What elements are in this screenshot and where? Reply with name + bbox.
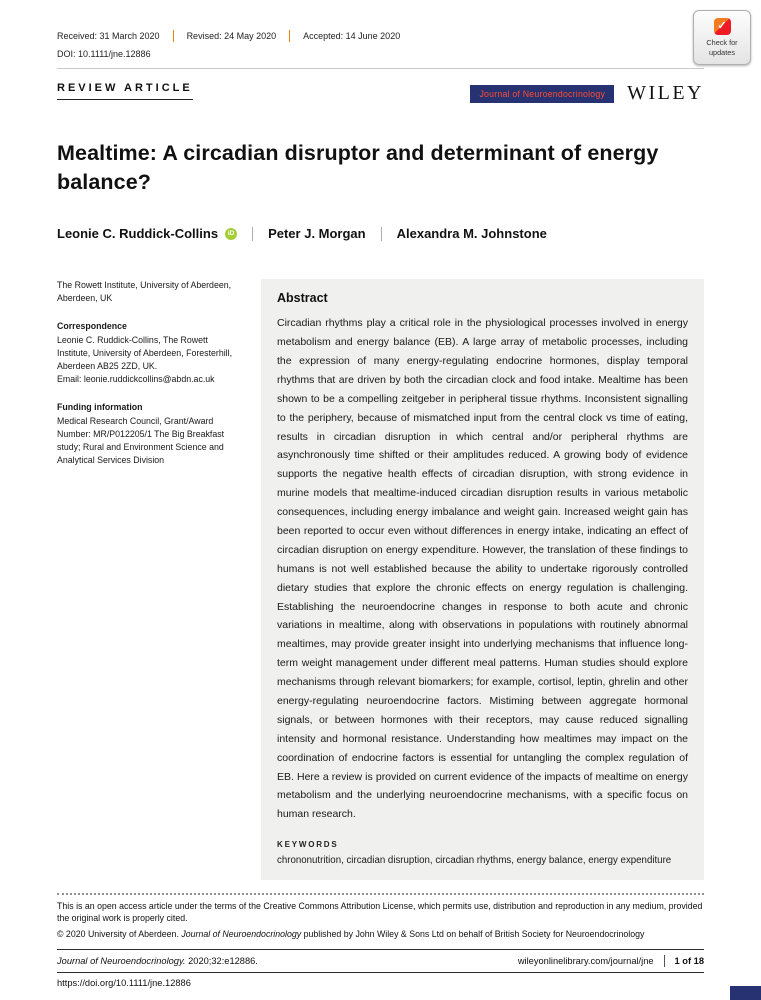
check-for-updates-line2: updates (709, 47, 735, 57)
footer-website-link[interactable]: wileyonlinelibrary.com/journal/jne (517, 955, 654, 966)
correspondence-email[interactable]: Email: leonie.ruddickcollins@abdn.ac.uk (57, 374, 215, 385)
check-for-updates-line1: Check for (706, 38, 738, 48)
separator-bar (173, 30, 174, 42)
article-title: Mealtime: A circadian disruptor and determinant of energy balance? (57, 141, 659, 194)
correspondence-heading: Correspondence (57, 320, 127, 331)
keywords-heading: KEYWORDS (277, 840, 339, 850)
footer-journal-name: Journal of Neuroendocrinology. (57, 955, 186, 966)
article-type-row (57, 82, 704, 105)
separator-bar (381, 227, 382, 241)
footer-citation-rest: 2020;32:e12886. (185, 955, 258, 966)
separator-bar (289, 30, 290, 42)
abstract-section (261, 279, 704, 880)
author-name: Leonie C. Ruddick-Collins (57, 226, 219, 242)
check-for-updates-label (706, 38, 737, 57)
affiliation: The Rowett Institute, University of Aberdeen, Aberdeen, UK (57, 280, 232, 304)
separator-bar (252, 227, 253, 241)
copyright-journal-name: Journal of Neuroendocrinology (181, 928, 302, 939)
copyright-statement (57, 929, 704, 941)
footer-citation (57, 956, 258, 966)
author-name: Peter J. Morgan (268, 226, 366, 242)
revised-date: Revised: 24 May 2020 (186, 31, 277, 41)
journal-name-badge: Journal of Neuroendocrinology (470, 85, 614, 103)
publisher-logos (470, 82, 704, 105)
abstract-heading: Abstract (277, 291, 328, 306)
crossmark-icon: ✓ (714, 18, 731, 35)
copyright-suffix: published by John Wiley & Sons Ltd on behalf of British Society for Neuroendocrinology (301, 928, 645, 939)
article-type-label: REVIEW ARTICLE (57, 82, 193, 100)
abstract-text: Circadian rhythms play a critical role in the physiological processes involved in energy metabolism and energy balance (EB). A large array of metabolic processes, including the expression of many energy-regulating endocrine hormones, display temporal rhythms that are driven by both the circadian clock and food intake. Mealtime has been shown to be a compelling zeitgeber in peripheral tissue rhythms. Inconsistent signalling to the periphery, because of mismatched input from the central clock vs time of eating, results in circadian disruption in which central and/or peripheral rhythms are asynchronously time shifted or their amplitudes reduced. A growing body of evidence supports the negative health effects of circadian disruption, with strong evidence in murine models that mealtime-induced circadian disruption results in various metabolic consequences, including energy imbalance and weight gain. Increased weight gain has been reported to occur even without differences in energy intake, indicating an effect of circadian disruption on energy expenditure. However, the translation of these findings to humans is not well established because the ability to undertake rigorously controlled dietary studies that explore the chronic effects on energy regulation is challenging. Establishing the neuroendocrine changes in response to both acute and chronic variations in mealtime, along with observations in populations with routinely abnormal mealtimes, may provide greater insight into underlying mechanisms that influence long-term weight management under different meal patterns. Human studies should explore mechanisms through relevant biomarkers; for example, cortisol, leptin, ghrelin and other energy-regulating neuroendocrine factors. Mistiming between aggregate hormonal signals, or between hormones with their receptors, may cause reduced signalling intensity and hormonal resistance. Understanding how mealtimes may impact on the coordination of endocrine factors is essential for untangling the complex regulation of EB. Here a review is provided on current evidence of the impacts of mealtime on energy metabolism and the underlying neuroendocrine mechanisms, with a specific focus on human research. (277, 317, 688, 821)
page-number: 1 of 18 (674, 955, 704, 966)
header-divider (57, 68, 704, 69)
copyright-prefix: © 2020 University of Aberdeen. (57, 928, 182, 939)
article-history (57, 30, 704, 42)
corner-decoration-bar (730, 986, 761, 1000)
wiley-logo: WILEY (627, 82, 704, 104)
author-list (57, 226, 704, 241)
correspondence-text: Leonie C. Ruddick-Collins, The Rowett Institute, University of Aberdeen, Foresterhill, Aberdeen AB25 2ZD, UK. (57, 334, 233, 372)
page-bottom-block (57, 893, 704, 988)
license-statement (57, 901, 704, 941)
doi-url-link[interactable]: https://doi.org/10.1111/jne.12886 (57, 977, 191, 988)
footer-right (518, 955, 704, 967)
article-sidebar (57, 279, 243, 467)
funding-text: Medical Research Council, Grant/Award Number: MR/P012205/1 The Big Breakfast study; Rural and Environment Science and Analytical Services Division (57, 415, 225, 466)
funding-heading: Funding information (57, 401, 143, 412)
dotted-divider (57, 893, 704, 895)
received-date: Received: 31 March 2020 (57, 31, 160, 41)
open-access-statement: This is an open access article under the terms of the Creative Commons Attribution License, which permits use, distribution and reproduction in any medium, provided the original work is properly cited. (57, 901, 703, 923)
separator-bar (664, 955, 665, 967)
article-body-columns (57, 279, 704, 880)
footer-band (57, 949, 704, 973)
doi-line: DOI: 10.1111/jne.12886 (57, 49, 151, 59)
accepted-date: Accepted: 14 June 2020 (303, 31, 401, 41)
check-for-updates-button[interactable] (693, 10, 751, 65)
author-name: Alexandra M. Johnstone (396, 226, 547, 242)
keywords-list: chrononutrition, circadian disruption, circadian rhythms, energy balance, energy expenditure (277, 855, 672, 867)
orcid-icon[interactable]: iD (225, 228, 237, 240)
